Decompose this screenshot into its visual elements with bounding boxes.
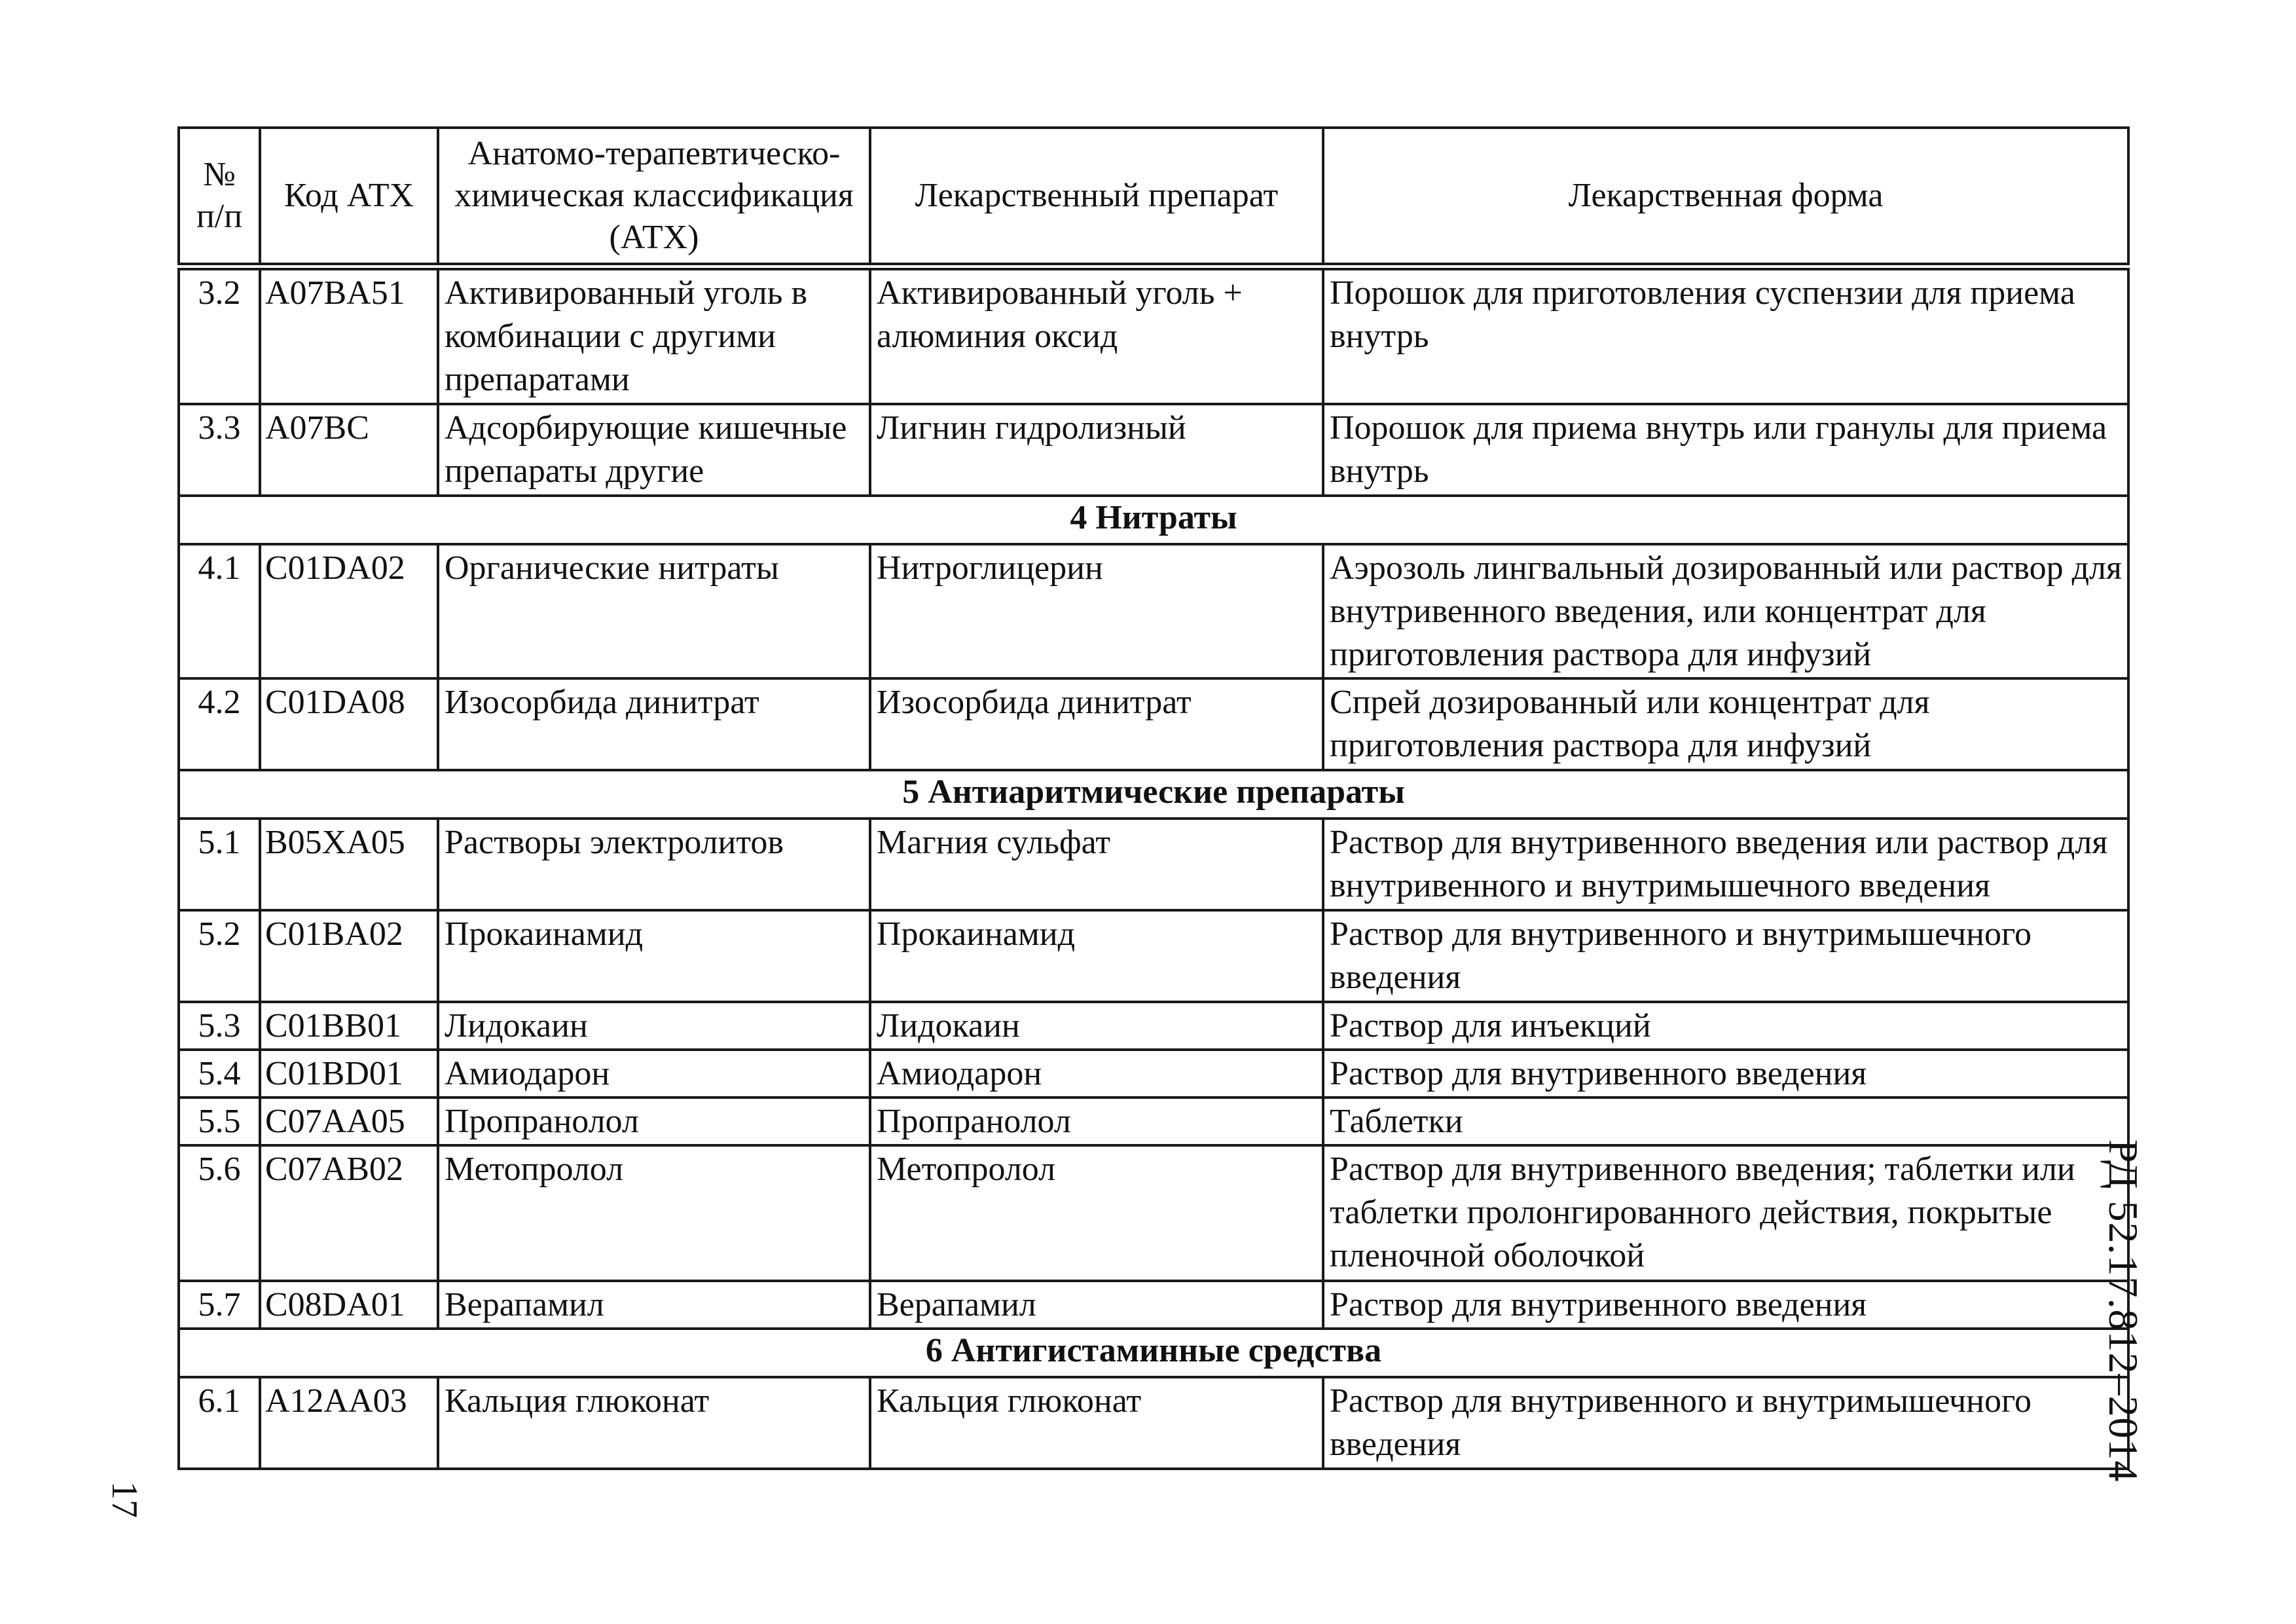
cell-form: Раствор для инъекций: [1323, 1002, 2128, 1050]
page-number: 17: [104, 1481, 145, 1518]
cell-num: 5.1: [179, 819, 260, 910]
cell-form: Раствор для внутривенного введения; таблетки или таблетки пролонгированного действия, покрытые пленочной оболочкой: [1323, 1145, 2128, 1281]
cell-atc: Активированный уголь в комбинации с другими препаратами: [438, 267, 870, 404]
cell-drug: Амиодарон: [870, 1050, 1323, 1098]
medication-table: [177, 126, 2130, 1470]
cell-code: A12AA03: [260, 1377, 438, 1469]
cell-drug: Магния сульфат: [870, 819, 1323, 910]
cell-atc: Изосорбида динитрат: [438, 678, 870, 770]
table-row: [179, 819, 2128, 910]
cell-form: Порошок для приготовления суспензии для приема внутрь: [1323, 267, 2128, 404]
table-row: [179, 404, 2128, 496]
cell-code: C08DA01: [260, 1281, 438, 1329]
section-row: [179, 1329, 2128, 1377]
cell-atc: Растворы электролитов: [438, 819, 870, 910]
table-row: [179, 1281, 2128, 1329]
cell-num: 5.7: [179, 1281, 260, 1329]
cell-form: Аэрозоль лингвальный дозированный или раствор для внутривенного введения, или концентрат для приготовления раствора для инфузий: [1323, 544, 2128, 678]
cell-num: 5.5: [179, 1098, 260, 1145]
cell-form: Спрей дозированный или концентрат для приготовления раствора для инфузий: [1323, 678, 2128, 770]
cell-drug: Верапамил: [870, 1281, 1323, 1329]
cell-drug: Нитроглицерин: [870, 544, 1323, 678]
table-row: [179, 910, 2128, 1002]
cell-drug: Лигнин гидролизный: [870, 404, 1323, 496]
cell-form: Порошок для приема внутрь или гранулы для приема внутрь: [1323, 404, 2128, 496]
cell-drug: Кальция глюконат: [870, 1377, 1323, 1469]
cell-code: C01DA02: [260, 544, 438, 678]
cell-drug: Активированный уголь + алюминия оксид: [870, 267, 1323, 404]
cell-drug: Изосорбида динитрат: [870, 678, 1323, 770]
table-row: [179, 1145, 2128, 1281]
cell-form: Таблетки: [1323, 1098, 2128, 1145]
cell-code: C01BD01: [260, 1050, 438, 1098]
cell-code: B05XA05: [260, 819, 438, 910]
cell-num: 5.4: [179, 1050, 260, 1098]
cell-atc: Адсорбирующие кишечные препараты другие: [438, 404, 870, 496]
cell-atc: Пропранолол: [438, 1098, 870, 1145]
table-row: [179, 1377, 2128, 1469]
table-row: [179, 678, 2128, 770]
cell-code: C01BA02: [260, 910, 438, 1002]
header-num: № п/п: [179, 128, 260, 267]
cell-num: 5.6: [179, 1145, 260, 1281]
cell-drug: Лидокаин: [870, 1002, 1323, 1050]
cell-code: C01BB01: [260, 1002, 438, 1050]
cell-num: 5.3: [179, 1002, 260, 1050]
header-form: Лекарственная форма: [1323, 128, 2128, 267]
cell-num: 6.1: [179, 1377, 260, 1469]
cell-form: Раствор для внутривенного и внутримышечного введения: [1323, 910, 2128, 1002]
cell-num: 4.1: [179, 544, 260, 678]
section-title: 4 Нитраты: [179, 496, 2128, 544]
header-atc: Анатомо-терапевтическо-химическая классификация (АТХ): [438, 128, 870, 267]
header-code: Код АТХ: [260, 128, 438, 267]
section-title: 5 Антиаритмические препараты: [179, 770, 2128, 819]
cell-code: A07BC: [260, 404, 438, 496]
table-row: [179, 544, 2128, 678]
cell-code: C07AA05: [260, 1098, 438, 1145]
cell-atc: Метопролол: [438, 1145, 870, 1281]
cell-form: Раствор для внутривенного введения: [1323, 1050, 2128, 1098]
cell-atc: Верапамил: [438, 1281, 870, 1329]
cell-code: C07AB02: [260, 1145, 438, 1281]
table-row: [179, 1098, 2128, 1145]
cell-drug: Метопролол: [870, 1145, 1323, 1281]
section-title: 6 Антигистаминные средства: [179, 1329, 2128, 1377]
table-row: [179, 1002, 2128, 1050]
cell-num: 5.2: [179, 910, 260, 1002]
document-id: РД 52.17.812–2014: [2100, 1139, 2147, 1483]
cell-atc: Органические нитраты: [438, 544, 870, 678]
cell-code: A07BA51: [260, 267, 438, 404]
table-header-row: [179, 128, 2128, 267]
cell-form: Раствор для внутривенного введения: [1323, 1281, 2128, 1329]
cell-num: 4.2: [179, 678, 260, 770]
header-drug: Лекарственный препарат: [870, 128, 1323, 267]
cell-form: Раствор для внутривенного и внутримышечного введения: [1323, 1377, 2128, 1469]
cell-num: 3.3: [179, 404, 260, 496]
section-row: [179, 770, 2128, 819]
table-row: [179, 1050, 2128, 1098]
cell-atc: Амиодарон: [438, 1050, 870, 1098]
cell-num: 3.2: [179, 267, 260, 404]
section-row: [179, 496, 2128, 544]
table-body: [179, 267, 2128, 1469]
cell-atc: Кальция глюконат: [438, 1377, 870, 1469]
cell-atc: Прокаинамид: [438, 910, 870, 1002]
cell-code: C01DA08: [260, 678, 438, 770]
cell-drug: Прокаинамид: [870, 910, 1323, 1002]
cell-form: Раствор для внутривенного введения или раствор для внутривенного и внутримышечного введения: [1323, 819, 2128, 910]
table-row: [179, 267, 2128, 404]
cell-atc: Лидокаин: [438, 1002, 870, 1050]
cell-drug: Пропранолол: [870, 1098, 1323, 1145]
